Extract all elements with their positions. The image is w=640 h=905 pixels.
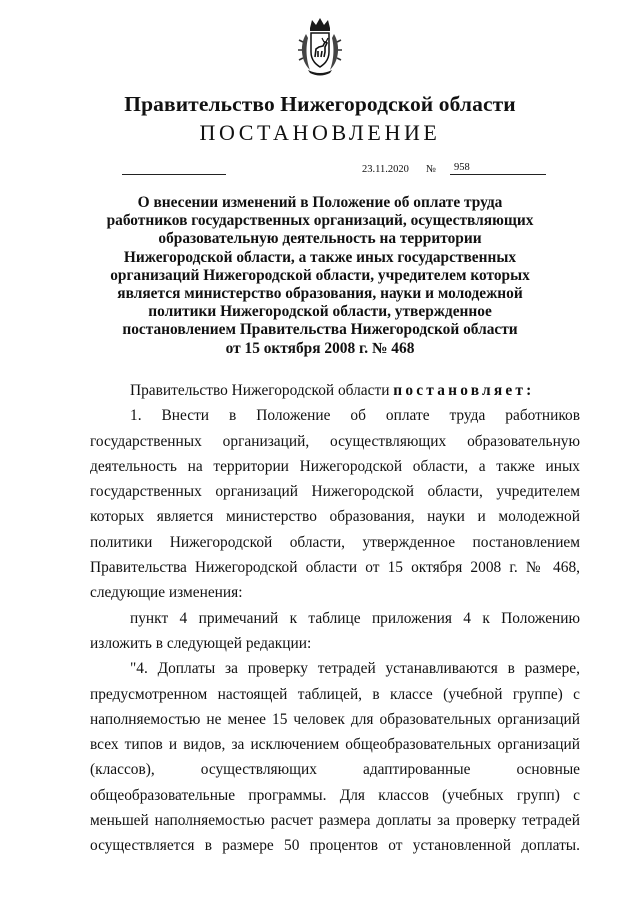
document-date: 23.11.2020: [362, 164, 409, 175]
coat-of-arms-icon: [296, 16, 344, 78]
subject-line: работников государственных организаций, осуществляющих: [106, 212, 534, 230]
subject-line: Нижегородской области, а также иных государственных: [123, 248, 517, 266]
preamble: [90, 378, 580, 403]
subject-line: организаций Нижегородской области, учредителем которых: [110, 266, 530, 284]
subject-line: от 15 октября 2008 г. № 468: [225, 339, 415, 357]
preamble-verb: постановляет:: [393, 382, 535, 399]
number-sign: №: [426, 164, 437, 175]
subject-line: О внесении изменений в Положение об оплате труда: [137, 194, 503, 211]
paragraph-new-wording: "4. Доплаты за проверку тетрадей устанавливаются в размере, предусмотренном настоящей таблицей, в классе (учебной группе) с наполняемостью не менее 15 человек для образовательных организаций всех типов и видов, за исключением общеобразовательных организаций (классов), осуществляющих адаптированные основные общеобразовательные программы. Для классов (учебных групп) с меньшей наполняемостью расчет размера доплаты за проверку тетрадей осуществляется в размере 50 процентов от установленной доплаты.: [90, 660, 580, 855]
paragraph-clause: пункт 4 примечаний к таблице приложения 4 к Положению изложить в следующей редакции:: [90, 609, 580, 652]
signature-line: [122, 174, 226, 175]
subject-line: образовательную деятельность на территории: [158, 230, 482, 248]
government-name: Правительство Нижегородской области: [124, 92, 516, 116]
subject-line: политики Нижегородской области, утвержденное: [148, 303, 492, 321]
subject-line: является министерство образования, науки и молодежной: [117, 285, 523, 303]
document-body: [90, 378, 580, 859]
document-subject: [100, 194, 540, 358]
preamble-prefix: Правительство Нижегородской области: [130, 382, 390, 399]
document-number: 958: [450, 162, 546, 175]
paragraph-amendment: 1. Внести в Положение об оплате труда работников государственных организаций, осуществляющих образовательную деятельность на территории Нижегородской области, а также иных государственных организаций Нижегородской области, учредителем которых является министерство образования, науки и молодежной политики Нижегородской области, утвержденное постановлением Правительства Нижегородской области от 15 октября 2008 г. № 468, следующие изменения:: [90, 407, 580, 602]
document-type: ПОСТАНОВЛЕНИЕ: [199, 120, 441, 145]
subject-line: постановлением Правительства Нижегородской области: [122, 321, 518, 339]
